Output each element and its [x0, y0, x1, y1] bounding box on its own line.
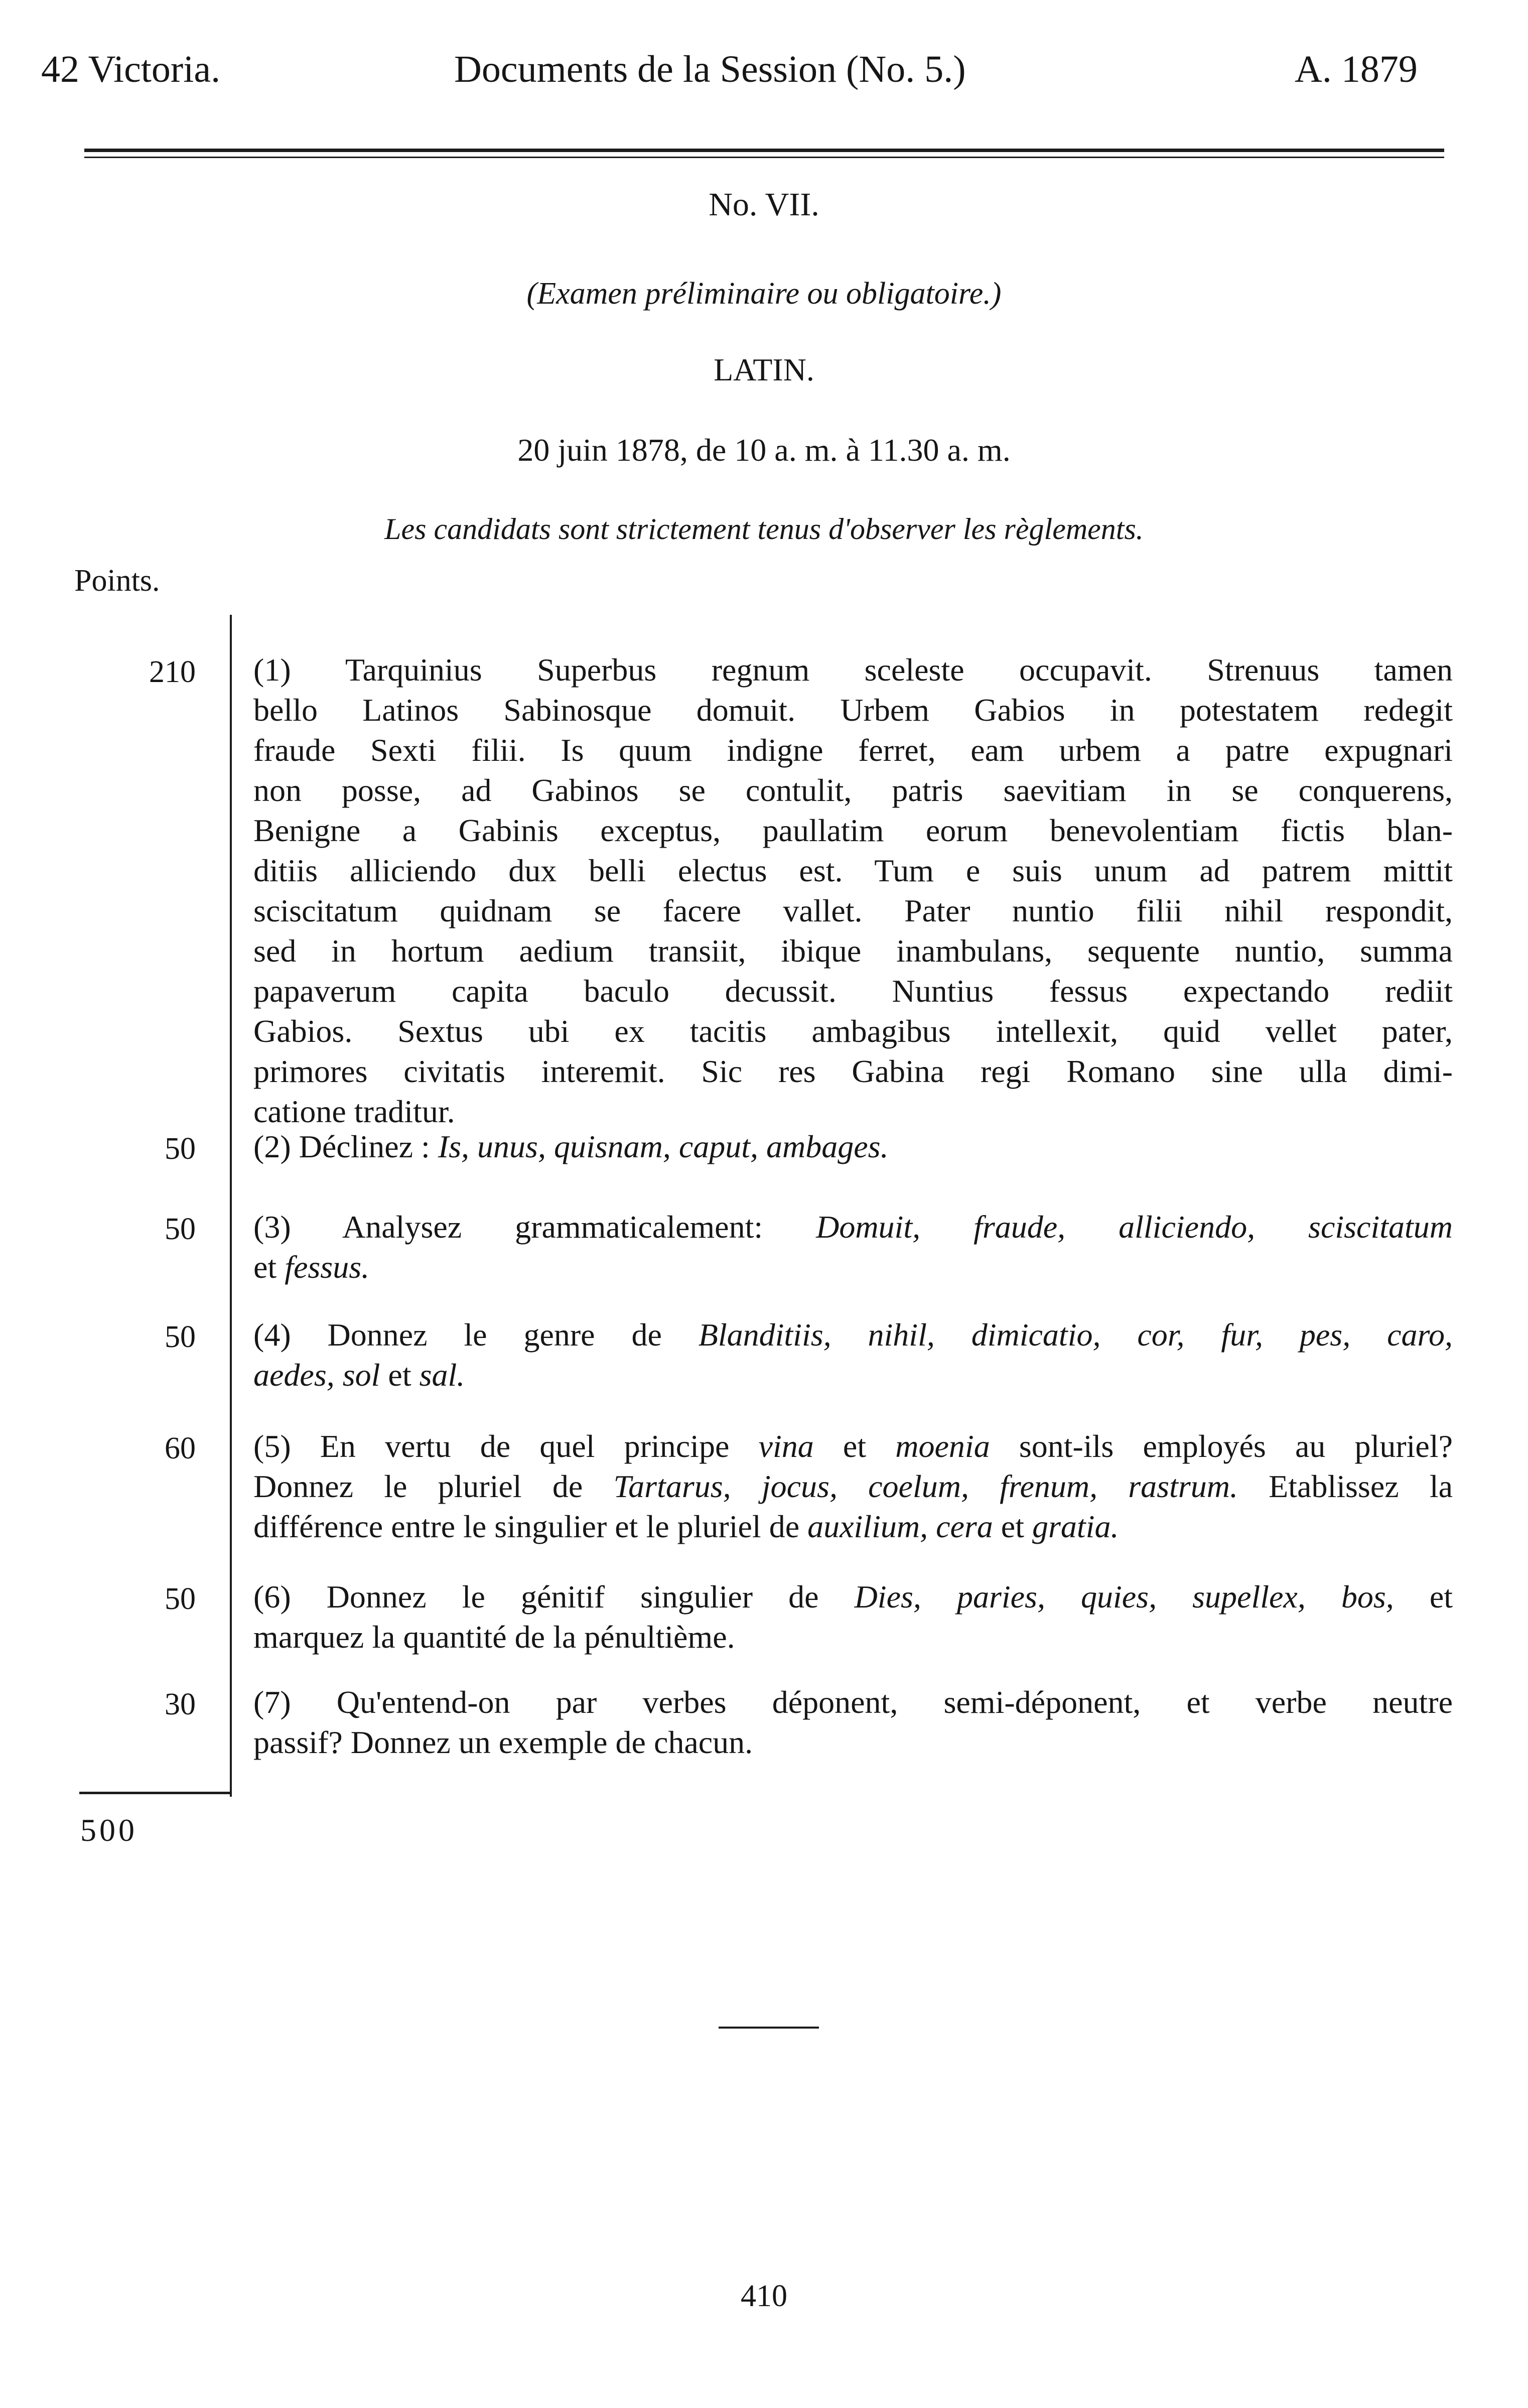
question-5-words: moenia	[895, 1428, 990, 1464]
question-5-text: différence entre le singulier et le pluriel de	[253, 1509, 808, 1544]
question-6-text: (6) Donnez le génitif singulier de	[253, 1579, 855, 1615]
question-4-text: (4) Donnez le genre de	[253, 1317, 699, 1353]
question-4	[253, 1315, 1453, 1395]
exam-date: 20 juin 1878, de 10 a. m. à 11.30 a. m.	[517, 432, 1011, 468]
question-6-text: et	[1394, 1579, 1453, 1615]
question-1-line: (1) Tarquinius Superbus regnum sceleste occupavit. Strenuus tamen	[253, 652, 1453, 688]
question-5-words: Tartarus, jocus, coelum, frenum, rastrum.	[613, 1468, 1238, 1504]
question-1-line: Gabios. Sextus ubi ex tacitis ambagibus intellexit, quid vellet pater,	[253, 1013, 1453, 1049]
points-total-rule	[79, 1792, 230, 1794]
question-4-points: 50	[165, 1320, 196, 1354]
exam-notice: Les candidats sont strictement tenus d'observer les règlements.	[384, 512, 1144, 546]
question-1-line: ditiis alliciendo dux belli electus est. Tum e suis unum ad patrem mittit	[253, 853, 1453, 888]
question-3-words: Domuit, fraude, alliciendo, sciscitatum	[816, 1209, 1453, 1245]
question-3-text: et	[253, 1249, 285, 1285]
question-7-points: 30	[165, 1687, 196, 1721]
question-5-words: auxilium, cera	[807, 1509, 993, 1544]
exam-subject: LATIN.	[714, 352, 814, 387]
question-2	[253, 1127, 1453, 1167]
points-label: Points.	[74, 564, 160, 598]
question-5-text: (5) En vertu de quel principe	[253, 1428, 759, 1464]
question-4-words: Blanditiis, nihil, dimicatio, cor, fur, pes, caro,	[698, 1317, 1453, 1353]
question-3-words: fessus.	[285, 1249, 370, 1285]
question-7	[253, 1682, 1453, 1763]
question-7-text: passif? Donnez un exemple de chacun.	[253, 1724, 753, 1760]
points-total: 500	[80, 1812, 137, 1848]
question-1-line: fraude Sexti filii. Is quum indigne ferret, eam urbem a patre expugnari	[253, 732, 1453, 768]
question-1-line: bello Latinos Sabinosque domuit. Urbem Gabios in potestatem redegit	[253, 692, 1453, 728]
question-3-points: 50	[165, 1212, 196, 1246]
header-rule-thin	[84, 157, 1444, 158]
question-5-words: gratia.	[1032, 1509, 1119, 1544]
question-1-line: catione traditur.	[253, 1094, 455, 1129]
question-6-points: 50	[165, 1582, 196, 1616]
question-1-line: non posse, ad Gabinos se contulit, patris saevitiam in se conquerens,	[253, 772, 1453, 808]
header-left: 42 Victoria.	[41, 48, 221, 90]
question-4-words: aedes, sol	[253, 1357, 380, 1393]
question-6-text: marquez la quantité de la pénultième.	[253, 1619, 735, 1655]
question-5-text: et	[813, 1428, 896, 1464]
header-rule-thick	[84, 149, 1444, 152]
question-3-text: (3) Analysez grammaticalement:	[253, 1209, 816, 1245]
question-3	[253, 1207, 1453, 1287]
page-number: 410	[741, 2279, 787, 2313]
question-4-text: et	[380, 1357, 420, 1393]
question-1-line: primores civitatis interemit. Sic res Gabina regi Romano sine ulla dimi-	[253, 1053, 1453, 1089]
question-5-text: Etablissez la	[1237, 1468, 1453, 1504]
question-2-text: (2) Déclinez :	[253, 1129, 438, 1164]
question-1-line: sciscitatum quidnam se facere vallet. Pater nuntio filii nihil respondit,	[253, 893, 1453, 928]
question-7-text: (7) Qu'entend-on par verbes déponent, semi-déponent, et verbe neutre	[253, 1684, 1453, 1720]
header-right: A. 1879	[1295, 48, 1418, 90]
question-1-line: sed in hortum aedium transiit, ibique inambulans, sequente nuntio, summa	[253, 933, 1453, 969]
exam-subtitle: (Examen préliminaire ou obligatoire.)	[526, 277, 1002, 311]
question-5-text: sont-ils employés au pluriel?	[990, 1428, 1453, 1464]
question-1-line: Benigne a Gabinis exceptus, paullatim eorum benevolentiam fictis blan-	[253, 813, 1453, 848]
question-6	[253, 1577, 1453, 1657]
question-5-words: vina	[758, 1428, 814, 1464]
question-5	[253, 1426, 1453, 1547]
question-5-points: 60	[165, 1431, 196, 1465]
exam-number: No. VII.	[709, 186, 819, 223]
question-5-text: Donnez le pluriel de	[253, 1468, 614, 1504]
question-2-points: 50	[165, 1132, 196, 1166]
points-column-rule	[230, 615, 232, 1797]
question-4-words: sal.	[419, 1357, 465, 1393]
closing-rule	[719, 2027, 819, 2029]
question-2-words: Is, unus, quisnam, caput, ambages.	[438, 1129, 889, 1164]
question-1-points: 210	[149, 655, 196, 689]
question-5-text: et	[993, 1509, 1032, 1544]
header-center: Documents de la Session (No. 5.)	[454, 48, 966, 90]
question-6-words: Dies, paries, quies, supellex, bos,	[854, 1579, 1394, 1615]
question-1-line: papaverum capita baculo decussit. Nuntius fessus expectando rediit	[253, 973, 1453, 1009]
question-1	[253, 650, 1453, 1132]
